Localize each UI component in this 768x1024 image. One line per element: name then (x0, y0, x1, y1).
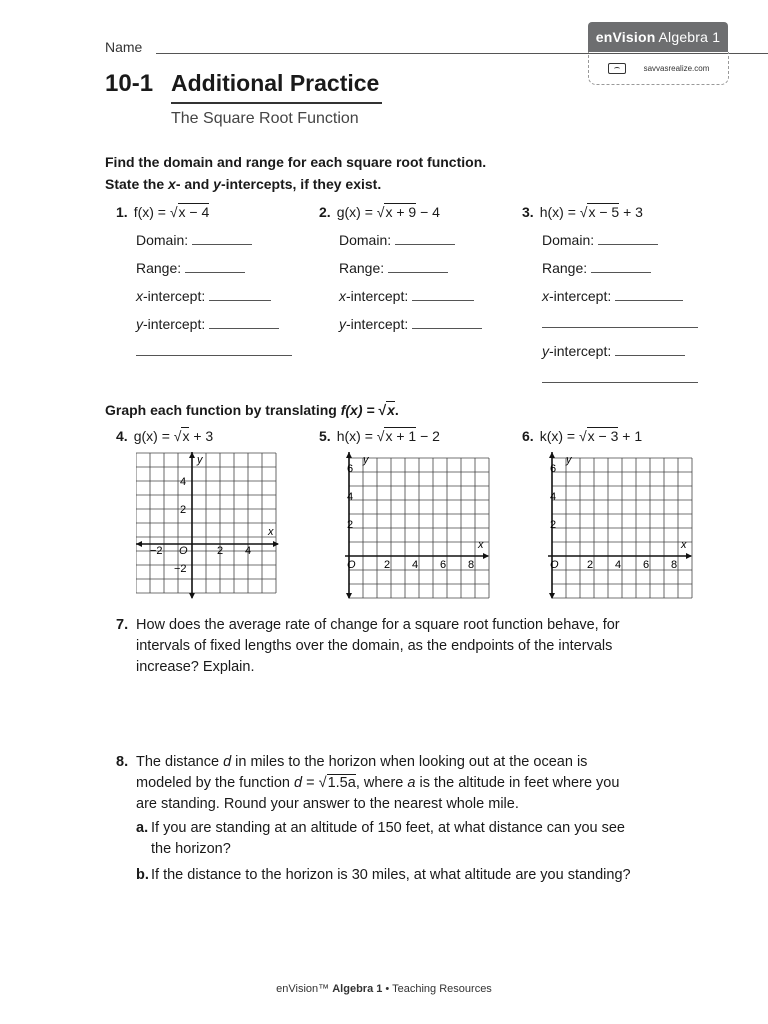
q8-line-2: modeled by the function d = √1.5a, where a is the altitude in feet where you (136, 775, 620, 791)
grid-1-axes (136, 452, 279, 599)
grid-2-origin: O (347, 559, 356, 571)
laptop-icon (608, 63, 626, 74)
question-7 (116, 615, 716, 678)
coordinate-grid-3[interactable] (545, 452, 693, 600)
section1-instruction-2: State the x- and y-intercepts, if they exist. (105, 176, 382, 192)
coordinate-grid-2[interactable] (342, 452, 490, 600)
coordinate-grid-1[interactable] (136, 452, 280, 600)
q8a-line-2: the horizon? (151, 841, 231, 857)
p1-yintercept: y-intercept: (136, 316, 279, 332)
title-rule (171, 102, 382, 104)
lesson-title: Additional Practice (171, 70, 380, 96)
grid-1-xtick-4: 4 (245, 545, 252, 557)
grid-1-ytick-4: 4 (180, 476, 187, 488)
p1-domain-blank[interactable] (192, 232, 252, 245)
q7-line: intervals of fixed lengths over the domain, as the endpoints of the intervals (136, 638, 613, 654)
grid-3-ytick-2: 2 (550, 519, 557, 531)
q8-line-1: The distance d in miles to the horizon when looking out at the ocean is (136, 754, 588, 770)
grid-3-xtick-4: 4 (615, 559, 622, 571)
name-label: Name (105, 39, 143, 55)
grid-1-xtick-2: 2 (217, 545, 224, 557)
p2-yint-blank[interactable] (412, 316, 482, 329)
p2-domain: Domain: (339, 232, 455, 248)
p3-domain-blank[interactable] (598, 232, 658, 245)
p3-xintercept: x-intercept: (542, 288, 683, 304)
p2-range: Range: (339, 260, 448, 276)
problem-5: 5. h(x) = √x + 1 − 2 (319, 428, 440, 444)
p2-range-blank[interactable] (388, 260, 448, 273)
grid-3-xtick-6: 6 (643, 559, 650, 571)
grid-3-ytick-4: 4 (550, 491, 557, 503)
q8a-line-1: If you are standing at an altitude of 150 feet, at what distance can you see (151, 820, 625, 836)
question-8b (136, 865, 736, 886)
p3-range: Range: (542, 260, 651, 276)
p3-range-blank[interactable] (591, 260, 651, 273)
grid-2-xtick-4: 4 (412, 559, 419, 571)
problem-6: 6. k(x) = √x − 3 + 1 (522, 428, 643, 444)
grid-3-ylabel: y (566, 454, 572, 466)
grid-2-ytick-2: 2 (347, 519, 354, 531)
p1-range: Range: (136, 260, 245, 276)
savvas-link[interactable] (588, 52, 729, 85)
p2-xint-blank[interactable] (412, 288, 474, 301)
problem-1: 1. f(x) = √x − 4 (116, 204, 210, 220)
p1-yint-blank[interactable] (209, 316, 279, 329)
q8a-label: a. (136, 820, 149, 836)
grid-1-lines (136, 453, 276, 593)
grid-3-lines (552, 458, 692, 598)
q8b-line-1: If the distance to the horizon is 30 miles, at what altitude are you standing? (151, 867, 631, 883)
p2-domain-blank[interactable] (395, 232, 455, 245)
grid-2-xtick-2: 2 (384, 559, 391, 571)
grid-1-ylabel: y (197, 454, 203, 466)
grid-2-xtick-8: 8 (468, 559, 475, 571)
brand-course: Algebra 1 (658, 29, 721, 45)
q7-line: increase? Explain. (136, 659, 255, 675)
grid-3-axes (548, 452, 692, 599)
problem-4: 4. g(x) = √x + 3 (116, 428, 214, 444)
lesson-subtitle: The Square Root Function (171, 110, 359, 127)
q7-line: How does the average rate of change for a square root function behave, for (136, 617, 620, 633)
p2-xintercept: x-intercept: (339, 288, 474, 304)
q7-number: 7. (116, 617, 129, 633)
q8-number: 8. (116, 754, 129, 770)
grid-1-ytick-2: 2 (180, 504, 187, 516)
q8-line-3: are standing. Round your answer to the nearest whole mile. (136, 796, 519, 812)
p1-extra-blank[interactable] (136, 355, 292, 356)
p3-xint-extra-blank[interactable] (542, 327, 698, 328)
question-8 (116, 752, 736, 815)
grid-1-xtick-neg2: −2 (150, 545, 163, 557)
grid-2-ytick-4: 4 (347, 491, 354, 503)
grid-3-xtick-2: 2 (587, 559, 594, 571)
p3-yint-extra-blank[interactable] (542, 382, 698, 383)
p2-yintercept: y-intercept: (339, 316, 482, 332)
q8b-label: b. (136, 867, 149, 883)
grid-3-origin: O (550, 559, 559, 571)
question-8a (136, 818, 736, 860)
grid-3-ytick-6: 6 (550, 463, 557, 475)
section1-instruction-1: Find the domain and range for each square root function. (105, 154, 487, 170)
lesson-number: 10-1 (105, 70, 154, 97)
problem-3: 3. h(x) = √x − 5 + 3 (522, 204, 643, 220)
grid-3-xlabel: x (681, 539, 687, 551)
brand-envision: enVision (595, 29, 656, 45)
footer: enVision™ Algebra 1 • Teaching Resources (276, 983, 492, 995)
problem-2: 2. g(x) = √x + 9 − 4 (319, 204, 440, 220)
grid-2-xlabel: x (478, 539, 484, 551)
p3-yintercept: y-intercept: (542, 343, 685, 359)
grid-2-axes (345, 452, 489, 599)
section2-instruction: Graph each function by translating f(x) = √x. (105, 402, 399, 418)
grid-3-xtick-8: 8 (671, 559, 678, 571)
grid-2-ylabel: y (363, 454, 369, 466)
savvas-url[interactable]: savvasrealize.com (643, 63, 710, 73)
p1-domain: Domain: (136, 232, 252, 248)
grid-2-ytick-6: 6 (347, 463, 354, 475)
p3-yint-blank[interactable] (615, 343, 685, 356)
grid-1-xlabel: x (268, 526, 274, 538)
grid-1-ytick-neg2: −2 (174, 563, 187, 575)
grid-2-xtick-6: 6 (440, 559, 447, 571)
p1-xint-blank[interactable] (209, 288, 271, 301)
p3-domain: Domain: (542, 232, 658, 248)
envision-brand-logo (588, 22, 728, 52)
p1-range-blank[interactable] (185, 260, 245, 273)
p1-xintercept: x-intercept: (136, 288, 271, 304)
grid-2-lines (349, 458, 489, 598)
grid-1-origin: O (179, 545, 188, 557)
p3-xint-blank[interactable] (615, 288, 683, 301)
